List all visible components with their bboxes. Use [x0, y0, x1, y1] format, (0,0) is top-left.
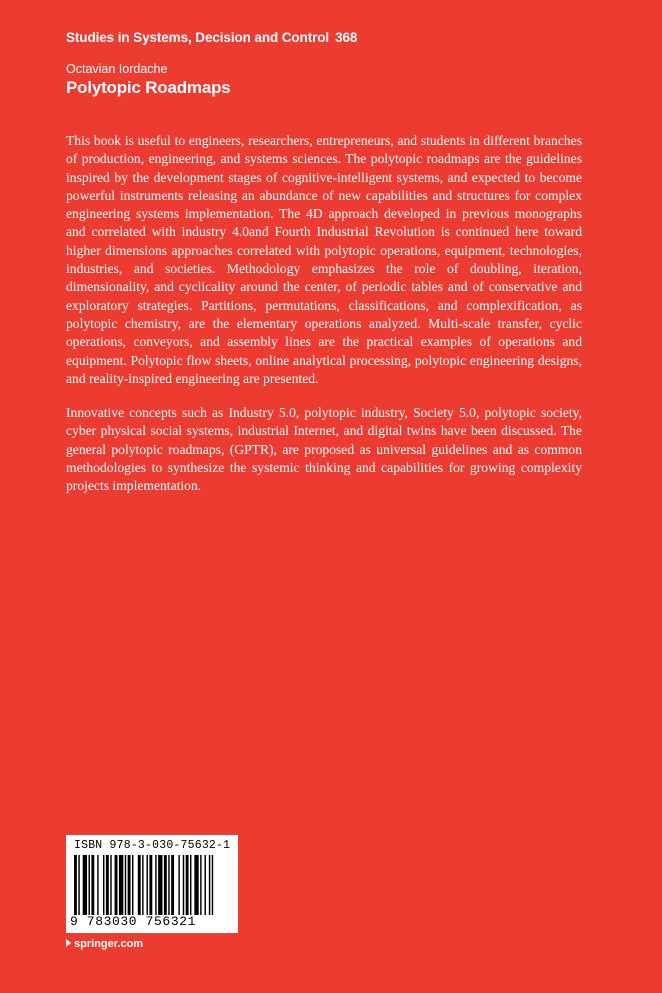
series-name: Studies in Systems, Decision and Control	[66, 30, 330, 45]
book-title: Polytopic Roadmaps	[66, 78, 231, 97]
book-description	[66, 132, 582, 512]
author-name: Octavian Iordache	[66, 62, 168, 76]
description-paragraph-1: This book is useful to engineers, researchers, entrepreneurs, and students in different branches of production, engineering, and systems sciences. The polytopic roadmaps are the guidelines inspired by the development stages of cognitive-intelligent systems, and expected to become powerful instruments releasing an abundance of new capabilities and structures for complex engineering systems implementation. The 4D approach developed in previous monographs and correlated with industry 4.0and Fourth Industrial Revolution is continued here toward higher dimensions approaches correlated with polytopic operations, equipment, technologies, industries, and societies. Methodology emphasizes the role of doubling, iteration, dimensionality, and cyclicality around the center, of periodic tables and of conservative and exploratory strategies. Partitions, permutations, classifications, and complexification, as polytopic chemistry, are the elementary operations analyzed. Multi-scale transfer, cyclic operations, conveyors, and assembly lines are the practical examples of operations and equipment. Polytopic flow sheets, online analytical processing, polytopic engineering designs, and reality-inspired engineering are presented.	[66, 133, 582, 386]
website-label: springer.com	[74, 938, 144, 950]
isbn-label: ISBN 978-3-030-75632-1	[74, 839, 231, 852]
arrow-right-icon	[66, 939, 71, 947]
series-number: 368	[335, 30, 358, 45]
publisher-website	[66, 938, 143, 950]
series-title	[66, 30, 357, 45]
barcode-icon	[72, 855, 232, 915]
barcode-digits: 9 783030 756321	[70, 914, 197, 929]
description-paragraph-2: Innovative concepts such as Industry 5.0, polytopic industry, Society 5.0, polytopic society, cyber physical social systems, industrial Internet, and digital twins have been discussed. The general polytopic roadmaps, (GPTR), are proposed as universal guidelines and as common methodologies to synthesize the systemic thinking and capabilities for growing complexity projects implementation.	[66, 405, 582, 494]
isbn-barcode-box	[66, 835, 238, 933]
